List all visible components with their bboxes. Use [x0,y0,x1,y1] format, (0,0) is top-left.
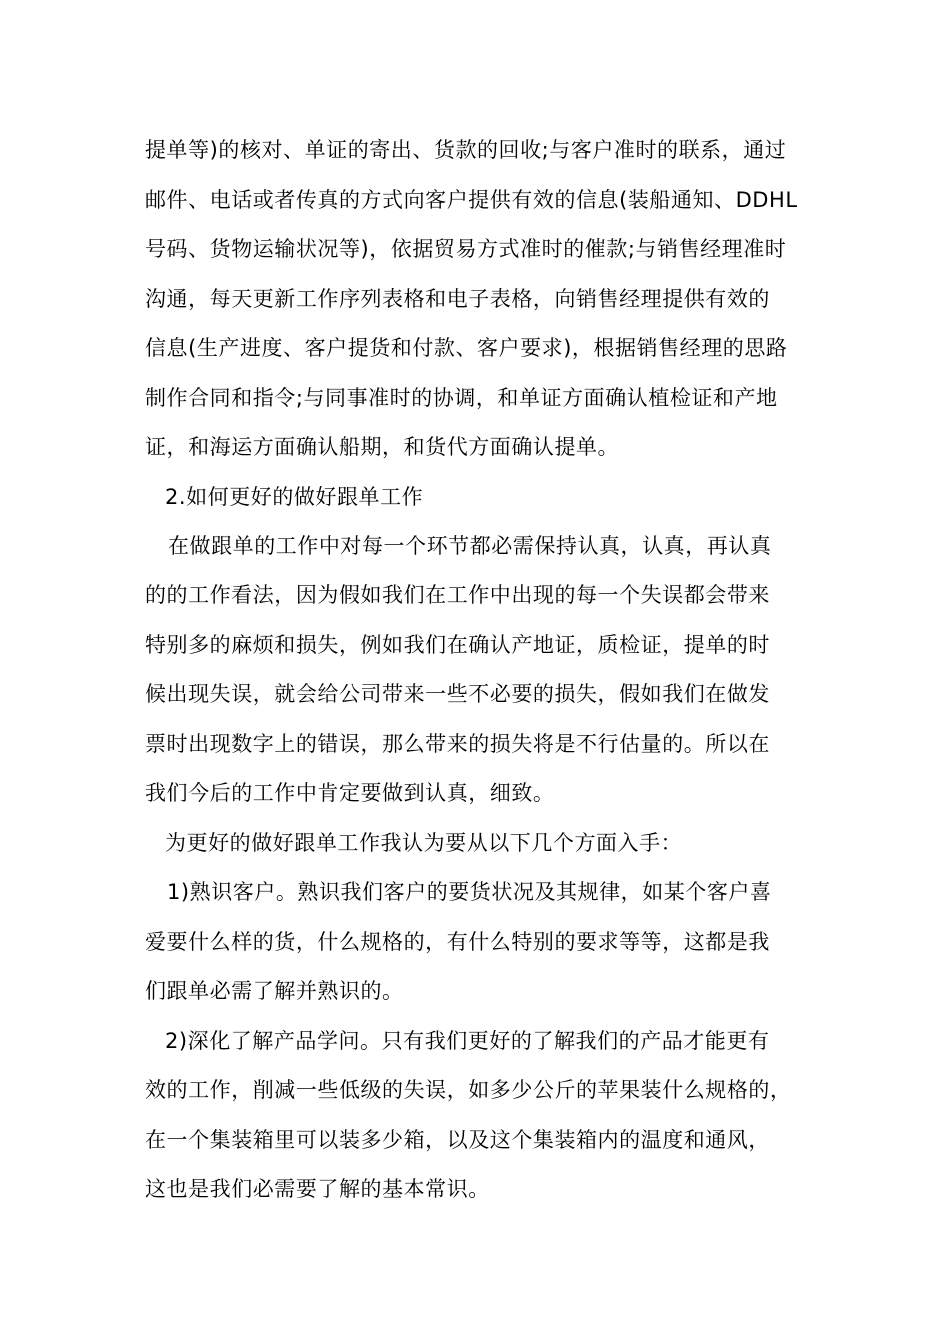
text-line: 在做跟单的工作中对每一个环节都必需保持认真，认真，再认真 [168,534,772,558]
text-line: 为更好的做好跟单工作我认为要从以下几个方面入手： [165,831,683,855]
text-line: 候出现失误，就会给公司带来一些不必要的损失，假如我们在做发 [145,682,770,706]
text-line: 提单等)的核对、单证的寄出、货款的回收;与客户准时的联系，通过 [145,138,787,162]
text-line: 在一个集装箱里可以装多少箱，以及这个集装箱内的温度和通风， [145,1128,770,1152]
text-line: 们跟单必需了解并熟识的。 [145,979,404,1003]
list-item: 2)深化了解产品学问。只有我们更好的了解我们的产品才能更有 [165,1029,770,1053]
text-line: 特别多的麻烦和损失，例如我们在确认产地证，质检证，提单的时 [145,633,770,657]
text-line: 这也是我们必需要了解的基本常识。 [145,1177,490,1201]
text-line: 号码、货物运输状况等)，依据贸易方式准时的催款;与销售经理准时 [145,237,787,261]
text-line: 证，和海运方面确认船期，和货代方面确认提单。 [145,435,620,459]
text-line: 沟通，每天更新工作序列表格和电子表格，向销售经理提供有效的 [145,287,770,311]
text-line: 票时出现数字上的错误，那么带来的损失将是不行估量的。所以在 [145,732,770,756]
text-line: 邮件、电话或者传真的方式向客户提供有效的信息(装船通知、DDHL [145,188,798,212]
section-heading: 2.如何更好的做好跟单工作 [165,485,424,509]
text-line: 的的工作看法，因为假如我们在工作中出现的每一个失误都会带来 [145,583,770,607]
text-line: 制作合同和指令;与同事准时的协调，和单证方面确认植检证和产地 [145,386,778,410]
list-item: 1)熟识客户。熟识我们客户的要货状况及其规律，如某个客户喜 [167,880,772,904]
text-line: 爱要什么样的货，什么规格的，有什么特别的要求等等，这都是我 [145,930,770,954]
text-line: 效的工作，削减一些低级的失误，如多少公斤的苹果装什么规格的， [145,1078,792,1102]
text-line: 我们今后的工作中肯定要做到认真，细致。 [145,781,555,805]
text-line: 信息(生产进度、客户提货和付款、客户要求)，根据销售经理的思路 [145,336,788,360]
